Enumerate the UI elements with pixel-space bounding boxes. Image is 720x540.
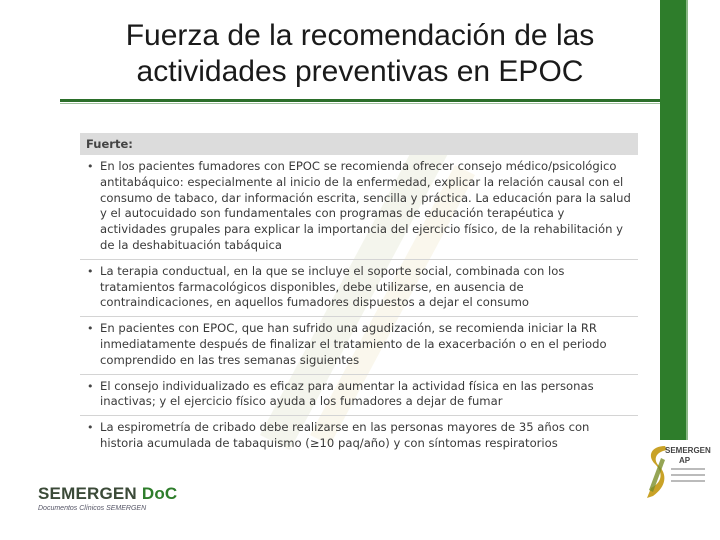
bullet-icon: • [87,322,94,336]
recommendation-text: El consejo individualizado es eficaz para aumentar la actividad física en las personas inactivas; y el ejercicio físico ayuda a los fumadores a dejar de fumar [100,378,594,409]
bullet-icon: • [87,421,94,435]
title-divider [60,99,660,102]
right-accent-bar-edge [686,0,688,440]
recommendation-text: La terapia conductual, en la que se incluye el soporte social, combinada con los tratamientos farmacológicos disponibles, debe utilizarse, en ausencia de contraindicaciones, en aquellos fumadores dispuestos a dejar el consumo [100,263,565,310]
recommendation-text: En pacientes con EPOC, que han sufrido una agudización, se recomienda iniciar la RR inmediatamente después de finalizar el tratamiento de la exacerbación o en el periodo comprendido en las tres semanas siguientes [100,321,607,367]
bullet-icon: • [87,264,94,278]
recommendation-item [80,260,638,317]
recommendation-text: En los pacientes fumadores con EPOC se recomienda ofrecer consejo médico/psicológico antitabáquico: especialmente al inicio de la enfermedad, explicar la relación causal con el consumo de tabaco, dar información escrita, sencilla y práctica. La educación para la salud y el autocuidado son fundamentales con programas de educación terapéutica y actividades grupales para explicar la importancia del ejercicio físico, de la rehabilitación y de la deshabituación tabáquica [100,159,631,252]
recommendation-item [80,155,638,260]
semergen-doc-subtitle: Documentos Clínicos SEMERGEN [38,505,147,512]
recommendation-item [80,375,638,417]
recommendation-item [80,317,638,374]
semergen-doc-wordmark [38,484,177,504]
semergen-doc-logo [38,484,177,512]
recommendation-text: La espirometría de cribado debe realizarse en las personas mayores de 35 años con historia acumulada de tabaquismo (≥10 paq/año) y con síntomas respiratorios [100,420,590,450]
semergen-ap-logo-icon [641,440,713,502]
right-accent-bar [660,0,686,440]
semergen-ap-tagline-lines [671,468,705,486]
slide-title-line-2: actividades preventivas en EPOC [136,55,584,88]
title-divider-shadow [60,103,660,104]
semergen-ap-brand: SEMERGEN [665,446,711,455]
slide-title-line-1: Fuerza de la recomendación de las [125,19,595,52]
recommendations-panel [80,133,638,450]
semergen-ap-suffix: AP [679,456,691,465]
panel-heading: Fuerte: [80,133,638,155]
semergen-doc-suffix: DoC [141,484,178,503]
recommendation-list [80,155,638,457]
semergen-doc-brand: SEMERGEN [38,484,137,503]
slide-title [60,18,660,90]
bullet-icon: • [87,160,94,173]
bullet-icon: • [87,379,94,393]
recommendation-item [80,416,638,457]
